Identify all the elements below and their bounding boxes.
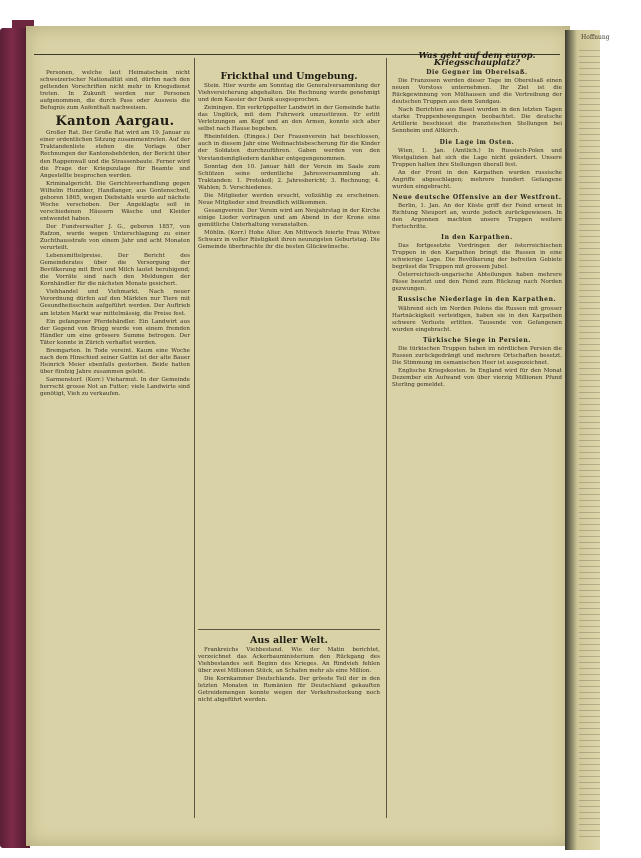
subheading-westfront: Neue deutsche Offensive an der Westfront. bbox=[392, 193, 562, 201]
col1-para: Großer Rat. Der Große Rat wird am 19. Januar zu einer ordentlichen Sitzung zusammentreten. Auf der Traktandenliste stehen die Vorlage über Rechnungen der Kantonsbehörden, der Bericht über den Rappenwall und die Strassenbaute. Ferner wird die Frage der Kriegszulage für Beamte und Angestellte besprochen werden. bbox=[40, 130, 190, 179]
col1-para: Lebensmittelpreise. Der Bericht des Gemeinderates über die Versorgung der Bevölkerung mit Brot und Milch lautet beruhigend; die Vorräte sind nach den Meldungen der Kornhändler für die nächsten Monate gesichert. bbox=[40, 253, 190, 288]
col2-bottom-para: Die Kornkammer Deutschlands. Der grösste Teil der in den letzten Monaten in Rumänien für Deutschland gekauften Getreidemengen konnte wegen der Verkehrsstockung noch nicht abgeführt werden. bbox=[198, 676, 380, 704]
col2-para: Zeiningen. Ein verkrüppelter Landwirt in der Gemeinde hatte das Unglück, mit dem Fuhrwerk umzustürzen. Er erlitt Verletzungen am Kopf und an den Armen, konnte sich aber selbst nach Hause begeben. bbox=[198, 105, 380, 133]
col3-para: Wien, 1. Jan. (Amtlich.) In Russisch-Polen und Westgalizien hat sich die Lage nicht geändert. Unsere Truppen halten ihre Stellungen überall fest. bbox=[392, 147, 562, 168]
col2-para: Möhlin. (Korr.) Hohe Alter. Am Mittwoch feierte Frau Witwe Schwarz in voller Rüstigkeit ihren neunzigsten Geburtstag. Die Gemeinde überbrachte ihr die besten Glückwünsche. bbox=[198, 229, 380, 251]
column-rule bbox=[386, 58, 387, 818]
col3-para: Die türkischen Truppen haben im nördlichen Persien die Russen zurückgedrängt und mehrere Ortschaften besetzt. Die Stimmung im osmanischen Heer ist ausgezeichnet. bbox=[392, 345, 562, 366]
col2-para: Gesangverein. Der Verein wird am Neujahrstag in der Kirche einige Lieder vortragen und am Abend in der Krone eine gemütliche Unterhaltung veranstalten. bbox=[198, 207, 380, 228]
section-heading-aus-aller-welt: Aus aller Welt. bbox=[250, 635, 328, 646]
col3-para: Berlin, 1. Jan. An der Küste griff der Feind erneut in Richtung Nieuport an, wurde jedoch zurückgewiesen. In den Argonnen machten unsere Truppen weitere Fortschritte. bbox=[392, 202, 562, 231]
col3-para: Österreichisch-ungarische Abteilungen haben mehrere Pässe besetzt und den Feind zum Rückzug nach Norden gezwungen. bbox=[392, 272, 562, 293]
subheading-russische-niederlage: Russische Niederlage in den Karpathen. bbox=[397, 296, 557, 304]
col3-para: Während sich im Norden Polens die Russen mit grosser Hartnäckigkeit verteidigen, haben sie in den Karpathen schwere Verluste erlitten. Tausende von Gefangenen wurden eingebracht. bbox=[392, 305, 562, 333]
col1-para: Sarmenstorf. (Korr.) Vieharmut. In der Gemeinde herrscht grosse Not an Futter; viele Landwirte sind genötigt, Vieh zu verkaufen. bbox=[40, 376, 190, 398]
next-page-edge bbox=[565, 30, 610, 850]
column-aus-aller-welt bbox=[198, 634, 380, 814]
col1-para: Viehhandel und Viehmarkt. Nach neuer Verordnung dürfen auf den Märkten nur Tiere mit Gesundheitsschein aufgeführt werden. Der Auftrieb am letzten Markt war mittelmässig, die Preise fest. bbox=[40, 289, 190, 317]
col1-para: Der Fundverwalter J. G., geboren 1857, von Rafzon, wurde wegen Unterschlagung zu einer Zuchthausstrafe von einem Jahr und acht Monaten verurteilt. bbox=[40, 223, 190, 252]
next-page-text-lines bbox=[579, 50, 600, 840]
col1-para: Ein gefangener Pferdehändler. Ein Landwirt aus der Gegend von Brugg wurde von einem fremden Händler um eine grössere Summe betrogen. Der Täter konnte in Zürich verhaftet werden. bbox=[40, 318, 190, 346]
subheading-karpathen: In den Karpathen. bbox=[441, 234, 513, 242]
column-aargau bbox=[40, 70, 190, 763]
next-page-heading: Hoffnung bbox=[581, 34, 610, 41]
subheading-persien: Türkische Siege in Persien. bbox=[423, 336, 531, 344]
war-kicker-heading: Was geht auf dem europ. Kriegsschauplatz? bbox=[418, 50, 536, 68]
subheading-osten: Die Lage im Osten. bbox=[439, 138, 515, 146]
col2-bottom-para: Frankreichs Viehbestand. Wie der Matin berichtet, verzeichnet das Ackerbauministerium den Rückgang des Viehbestandes seit Beginn des Krieges. An Rindvieh fehlen über zwei Millionen Stück, an Schafen mehr als eine Million. bbox=[198, 647, 380, 675]
column-war-news bbox=[392, 52, 562, 812]
col3-para: An der Front in den Karpathen wurden russische Angriffe abgeschlagen; mehrere hundert Gefangene wurden eingebracht. bbox=[392, 169, 562, 190]
column-rule bbox=[194, 58, 195, 818]
col1-para: Kriminalgericht. Die Gerichtsverhandlung gegen Wilhelm Hunziker, Handlanger, aus Gontenschwil, geboren 1865, wegen Diebstahls wurde auf nächste Woche verschoben. Der Angeklagte soll in verschiedenen Häusern Wäsche und Kleider entwendet haben. bbox=[40, 180, 190, 222]
section-heading-aargau: Kanton Aargau. bbox=[55, 114, 175, 130]
col2-para: Stein. Hier wurde am Sonntag die Generalversammlung der Viehversicherung abgehalten. Die Rechnung wurde genehmigt und dem Kassier der Dank ausgesprochen. bbox=[198, 83, 380, 104]
col3-para: Die Franzosen werden dieser Tage im Oberelsaß einen neuen Vorstoss unternehmen. Ihr Ziel ist die Rückgewinnung von Mülhausen und die Vertreibung der deutschen Truppen aus dem Sundgau. bbox=[392, 78, 562, 106]
column-frickthal bbox=[198, 70, 380, 625]
subheading-oberelsass: Die Gegner im Oberelsaß. bbox=[426, 69, 528, 77]
section-heading-frickthal: Frickthal und Umgebung. bbox=[220, 71, 358, 82]
col2-para: Die Mitglieder werden ersucht, vollzählig zu erscheinen. Neue Mitglieder sind freundlich willkommen. bbox=[198, 192, 380, 206]
col3-para: Englische Kriegskosten. In England wird für den Monat Dezember ein Aufwand von über vierzig Millionen Pfund Sterling gemeldet. bbox=[392, 367, 562, 388]
col2-para: Rheinfelden. (Einges.) Der Frauenverein hat beschlossen, auch in diesem Jahr eine Weihnachtsbescherung für die Kinder der Soldaten durchzuführen. Gaben werden von den Vorstandsmitgliedern dankbar entgegengenommen. bbox=[198, 134, 380, 162]
col2-para: Sonntag den 10. Januar hält der Verein im Saale zum Schützen seine ordentliche Jahresversammlung ab. Traktanden: 1. Protokoll; 2. Jahresbericht; 3. Rechnung; 4. Wahlen; 5. Verschiedenes. bbox=[198, 163, 380, 191]
col3-para: Nach Berichten aus Basel wurden in den letzten Tagen starke Truppenbewegungen beobachtet. Die deutsche Artillerie beschiesst die französischen Stellungen bei Sennheim und Altkirch. bbox=[392, 107, 562, 135]
col1-intro: Personen, welche laut Heimatschein nicht schweizerischer Nationalität sind, dürfen nach den geltenden Vorschriften nicht mehr in Kriegsdienst treten. In Zukunft werden nur Personen aufgenommen, die durch Pass oder Ausweis die Befugnis zum Aufenthalt nachweisen. bbox=[40, 70, 190, 112]
col1-para: Bremgarten. In Tode vereint. Kaum eine Woche nach dem Hinschied seiner Gattin ist der alte Bauer Heinrich Meier ebenfalls gestorben. Beide hatten über fünfzig Jahre zusammen gelebt. bbox=[40, 347, 190, 375]
col3-para: Das fortgesetzte Vordringen der österreichischen Truppen in den Karpathen bringt die Russen in eine schwierige Lage. Die Bevölkerung der befreiten Gebiete begrüsst die Truppen mit grossem Jubel. bbox=[392, 243, 562, 271]
section-divider bbox=[198, 629, 380, 630]
